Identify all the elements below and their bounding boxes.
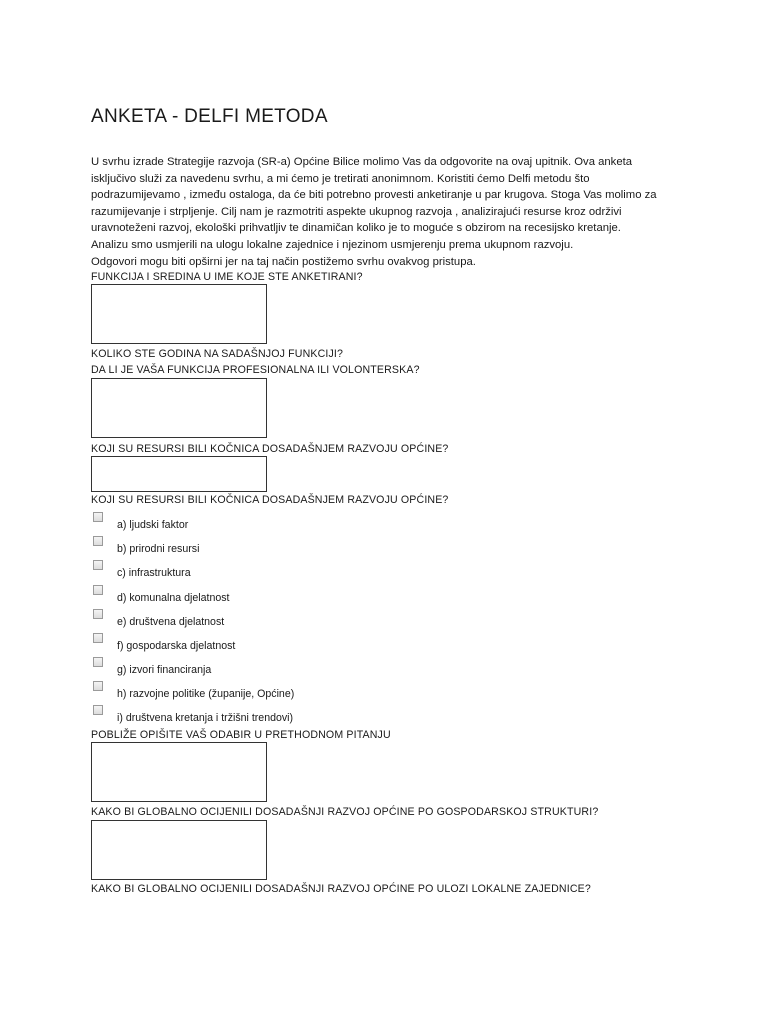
checkbox-prirodni-resursi[interactable] [93,536,103,546]
intro-line: podrazumijevamo , između ostaloga, da će biti potrebno provesti anketiranje u par krugova. Stoga Vas molimo za [91,189,657,202]
question-function-label: FUNKCIJA I SREDINA U IME KOJE STE ANKETIRANI? [91,271,363,283]
checkbox-razvojne-politike[interactable] [93,681,103,691]
checkbox-drustvena-kretanja[interactable] [93,705,103,715]
question-years-label: KOLIKO STE GODINA NA SADAŠNJOJ FUNKCIJI? [91,348,344,360]
option-label: f) gospodarska djelatnost [117,640,236,652]
option-label: h) razvojne politike (županije, Općine) [117,688,295,700]
option-label: d) komunalna djelatnost [117,592,230,604]
checkbox-komunalna-djelatnost[interactable] [93,585,103,595]
checkbox-gospodarska-djelatnost[interactable] [93,633,103,643]
intro-text [91,154,691,270]
checkbox-izvori-financiranja[interactable] [93,657,103,667]
option-label: c) infrastruktura [117,567,191,579]
intro-line: razumijevanje i strpljenje. Cilj nam je razmotriti aspekte ukupnog razvoja , analizirajući resurse kroz održivi [91,205,622,218]
option-label: g) izvori financiranja [117,664,212,676]
answer-box-function[interactable] [91,284,267,344]
option-label: a) ljudski faktor [117,519,189,531]
checkbox-ljudski-faktor[interactable] [93,512,103,522]
intro-line: U svrhu izrade Strategije razvoja (SR-a) Općine Bilice molimo Vas da odgovorite na ovaj upitnik. Ova anketa [91,156,633,168]
checkbox-drustvena-djelatnost[interactable] [93,609,103,619]
intro-line: Odgovori mogu biti opširni jer na taj način postižemo svrhu ovakvog pristupa. [91,255,476,268]
intro-line: Analizu smo usmjerili na ulogu lokalne zajednice i njezinom usmjerenju prema ukupnom razvoju. [91,238,574,251]
answer-box-economic[interactable] [91,820,267,880]
option-label: i) društvena kretanja i tržišni trendovi) [117,712,294,724]
intro-line: isključivo služi za navedenu svrhu, a mi ćemo je tretirati anonimnom. Koristiti ćemo Delfi metodu što [91,172,590,185]
question-professional-label: DA LI JE VAŠA FUNKCIJA PROFESIONALNA ILI VOLONTERSKA? [91,364,420,376]
question-economic-label: KAKO BI GLOBALNO OCIJENILI DOSADAŠNJI RAZVOJ OPĆINE PO GOSPODARSKOJ STRUKTURI? [91,806,599,818]
option-label: b) prirodni resursi [117,543,200,555]
page-title: ANKETA - DELFI METODA [91,106,328,127]
option-label: e) društvena djelatnost [117,616,225,628]
answer-box-professional[interactable] [91,378,267,438]
answer-box-describe[interactable] [91,742,267,802]
question-community-label: KAKO BI GLOBALNO OCIJENILI DOSADAŠNJI RAZVOJ OPĆINE PO ULOZI LOKALNE ZAJEDNICE? [91,883,591,895]
intro-line: uravnoteženi razvoj, ekološki prihvatljiv te dinamičan koliko je to moguće s obzirom na recesijsko kretanje. [91,222,621,235]
checkbox-infrastruktura[interactable] [93,560,103,570]
answer-box-resources[interactable] [91,456,267,492]
question-resources-choice-label: KOJI SU RESURSI BILI KOČNICA DOSADAŠNJEM RAZVOJU OPĆINE? [91,494,449,506]
question-describe-label: POBLIŽE OPIŠITE VAŠ ODABIR U PRETHODNOM PITANJU [91,729,391,741]
question-resources-label: KOJI SU RESURSI BILI KOČNICA DOSADAŠNJEM RAZVOJU OPĆINE? [91,443,449,455]
